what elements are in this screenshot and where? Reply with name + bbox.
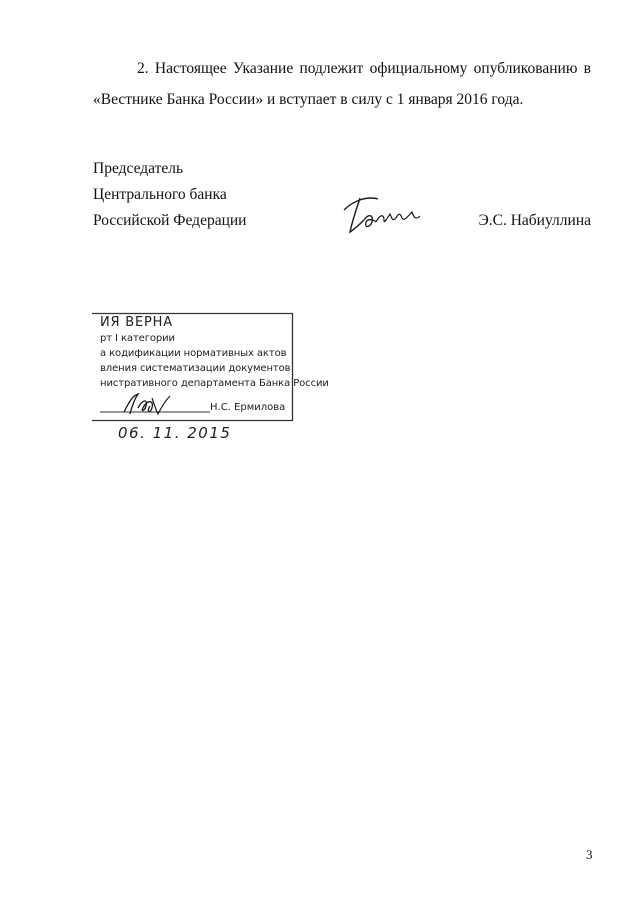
signer-name: Э.С. Набиуллина — [478, 212, 591, 229]
signer-title-line-1: Председатель — [93, 160, 184, 177]
stamp-line-1: ИЯ ВЕРНА — [100, 315, 173, 330]
handwritten-signature — [338, 190, 428, 245]
stamp-handwritten-signature — [100, 390, 212, 416]
page-number: 3 — [586, 847, 593, 862]
certification-stamp — [92, 312, 329, 422]
stamp-line-3: а кодификации нормативных актов — [100, 348, 287, 359]
signer-title-line-2: Центрального банка — [93, 186, 227, 203]
stamp-line-5: нистративного департамента Банка России — [100, 378, 329, 389]
stamp-date: 06. 11. 2015 — [118, 424, 232, 442]
body-paragraph: 2. Настоящее Указание подлежит официальному опубликованию в «Вестнике Банка России» и вступает в силу с 1 января 2016 года. — [93, 60, 591, 108]
stamp-line-2: рт I категории — [100, 333, 175, 344]
stamp-certifier-name: Н.С. Ермилова — [210, 402, 286, 413]
stamp-line-4: вления систематизации документов — [100, 363, 291, 374]
signer-title-line-3: Российской Федерации — [93, 212, 247, 229]
